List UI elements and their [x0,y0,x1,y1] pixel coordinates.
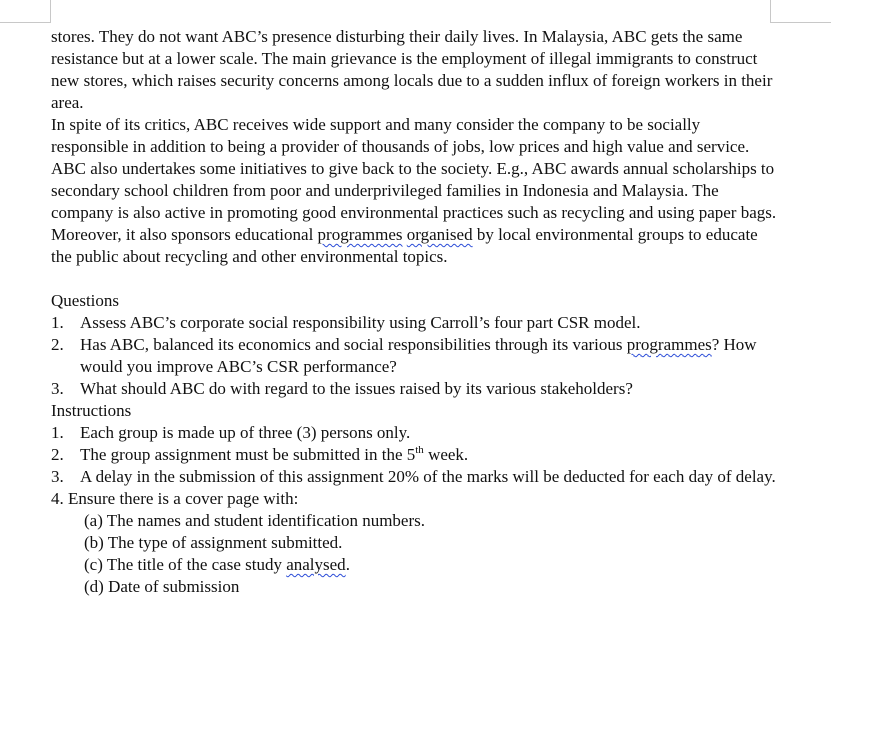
paragraph-support-text-end: by local environmental groups to educate the public about recycling and other environmental topics. [51,225,758,266]
spelling-flag-analysed[interactable]: analysed [286,555,346,574]
instruction-text-end: week. [423,445,469,464]
cover-item-b: (b) The type of assignment submitted. [84,533,343,552]
question-item-2 [51,334,781,378]
instruction-number: 1. [51,423,64,442]
cover-item-d: (d) Date of submission [84,577,240,596]
question-text-start: Has ABC, balanced its economics and social responsibilities through its various [80,335,627,354]
paragraph-support-text-start: In spite of its critics, ABC receives wide support and many consider the company to be socially responsible in addition to being a provider of thousands of jobs, low prices and high value and service. ABC also undertakes some initiatives to give back to the society. E.g., ABC awards annual scholarships to secondary school children from poor and underprivileged families in Indonesia and Malaysia. The company is also active in promoting good environmental practices such as recycling and using paper bags. Moreover, it also sponsors educational [51,115,777,244]
question-text: What should ABC do with regard to the issues raised by its various stakeholders? [80,379,633,398]
question-item-1 [51,312,781,334]
question-text: Assess ABC’s corporate social responsibility using Carroll’s four part CSR model. [80,313,641,332]
cover-item-a: (a) The names and student identification numbers. [84,511,426,530]
instruction-text: Each group is made up of three (3) persons only. [80,423,411,442]
question-number: 1. [51,313,64,332]
instruction-item-1 [51,422,781,444]
crop-mark-top-right [770,0,831,23]
spelling-flag-organised[interactable]: organised [406,225,473,244]
paragraph-stores: stores. They do not want ABC’s presence disturbing their daily lives. In Malaysia, ABC gets the same resistance but at a lower scale. The main grievance is the employment of illegal immigrants to construct new stores, which raises security concerns among locals due to a sudden influx of foreign workers in their area. [51,27,773,112]
spelling-flag-programmes[interactable]: programmes [317,225,403,244]
paragraph-support [51,114,781,268]
question-number: 2. [51,335,64,354]
spelling-flag-programmes[interactable]: programmes [626,335,712,354]
question-text-end: ? How would you improve ABC’s CSR performance? [80,335,757,376]
blank-line [51,268,781,290]
instruction-item-3 [51,466,781,488]
instruction-text: A delay in the submission of this assignment 20% of the marks will be deducted for each day of delay. [80,467,776,486]
instruction-number: 3. [51,467,64,486]
questions-heading: Questions [51,291,119,310]
question-number: 3. [51,379,64,398]
cover-item-c [51,554,781,576]
instruction-number: 2. [51,445,64,464]
cover-page-lead: 4. Ensure there is a cover page with: [51,489,299,508]
crop-mark-top-left [0,0,51,23]
ordinal-superscript: th [415,444,424,456]
document-page[interactable] [51,26,781,598]
cover-item-punct: . [345,555,350,574]
question-item-3 [51,378,781,400]
instruction-text-start: The group assignment must be submitted in the 5 [80,445,416,464]
instruction-item-2 [51,444,781,466]
cover-item-text: (c) The title of the case study [84,555,287,574]
instructions-heading: Instructions [51,401,132,420]
